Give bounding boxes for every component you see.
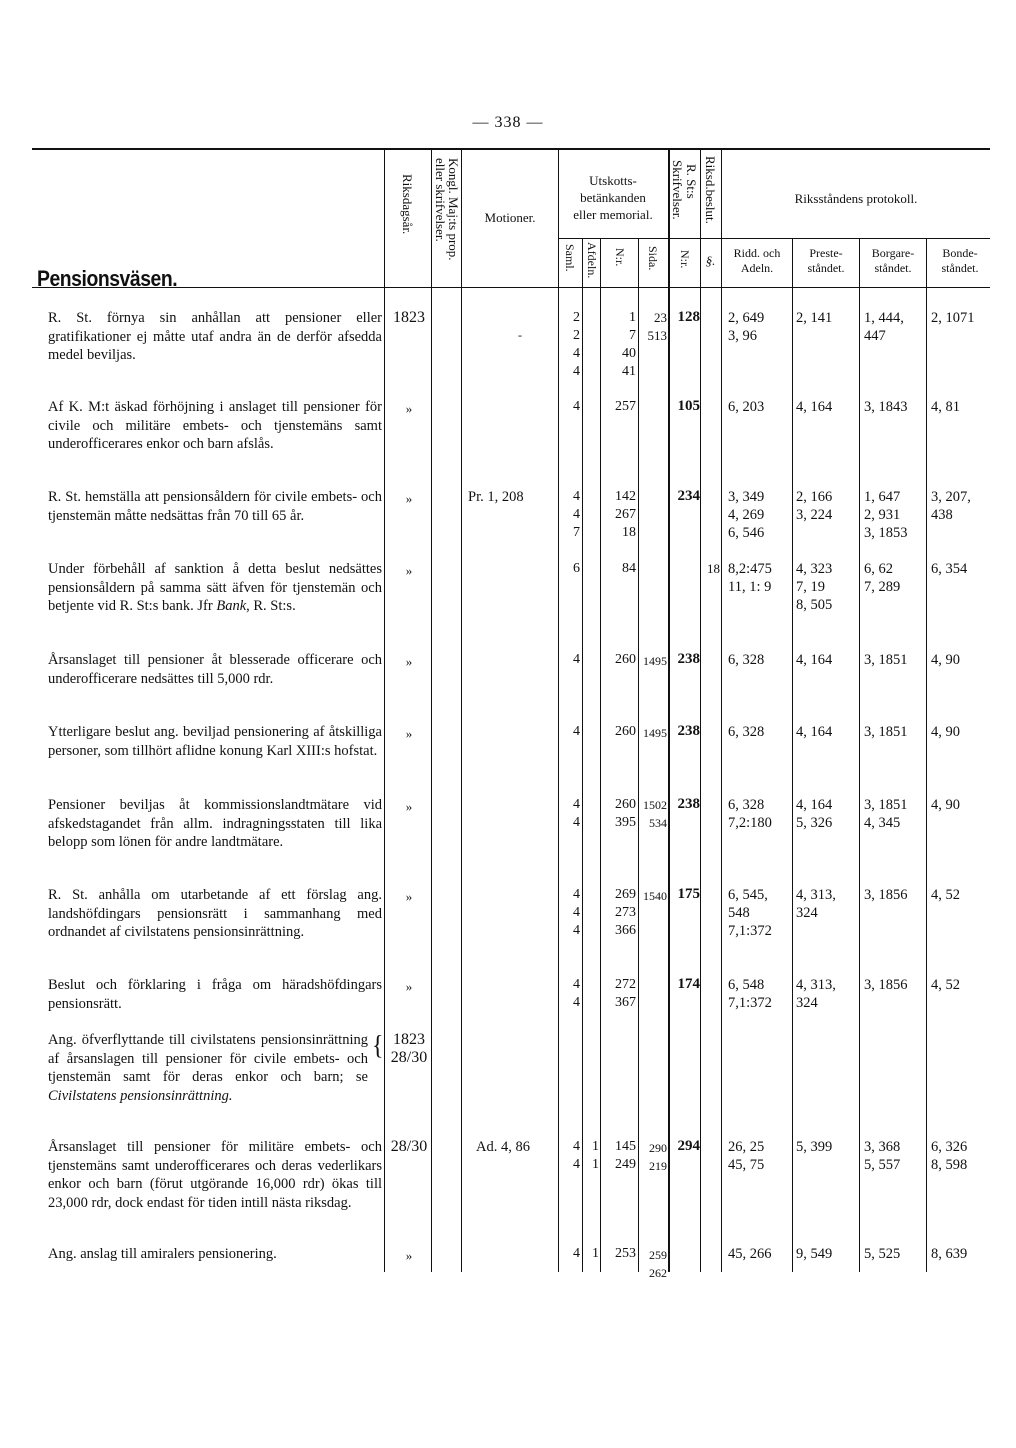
row-0-motion: - xyxy=(518,328,522,342)
col-rule-5 xyxy=(582,238,583,1272)
row-3-borg: 6, 62 7, 289 xyxy=(864,561,901,595)
row-5-ridd: 6, 328 xyxy=(728,724,765,740)
header-utskotts-3: eller memorial. xyxy=(573,207,653,222)
header-utskotts-1: Utskotts- xyxy=(589,173,637,188)
row-5-bonde: 4, 90 xyxy=(931,724,960,740)
row-5-saml: 4 xyxy=(573,724,580,739)
row-6-ridd: 6, 328 7,2:180 xyxy=(728,797,772,831)
row-8-borg: 3, 1856 xyxy=(864,977,908,993)
header-utskotts-2: betänkanden xyxy=(580,190,646,205)
header-nr: N:r. xyxy=(613,248,627,267)
row-3-nr: 84 xyxy=(622,561,636,576)
row-6-borg: 3, 1851 4, 345 xyxy=(864,797,908,831)
row-5-desc: Ytterligare beslut ang. beviljad pensionering af åtskilliga personer, som tillhört aflidne konung Karl XIII:s hofstat. xyxy=(48,724,382,759)
row-1-saml: 4 xyxy=(573,399,580,414)
row-11-sida: 259 262 xyxy=(649,1248,667,1280)
header-rst-nr: N:r. xyxy=(678,250,692,269)
col-rule-4 xyxy=(558,150,559,1272)
row-6-prest: 4, 164 5, 326 xyxy=(796,797,833,831)
row-5-rst: 238 xyxy=(677,723,700,739)
row-9-desc-ref[interactable]: Civilstatens pensionsinrättning. xyxy=(48,1087,233,1104)
row-0-rst: 128 xyxy=(677,309,700,325)
row-0-prest: 2, 141 xyxy=(796,310,833,326)
row-10-afd: 1 1 xyxy=(592,1139,599,1172)
row-4-ridd: 6, 328 xyxy=(728,652,765,668)
row-0-year: 1823 xyxy=(393,309,425,326)
row-11-bonde: 8, 639 xyxy=(931,1246,968,1262)
row-2-prest: 2, 166 3, 224 xyxy=(796,489,833,523)
row-8-prest: 4, 313, 324 xyxy=(796,977,836,1011)
row-8-saml: 4 4 xyxy=(573,977,580,1010)
row-3-bonde: 6, 354 xyxy=(931,561,968,577)
col-rule-3 xyxy=(461,150,462,1272)
row-11-year: » xyxy=(405,1248,413,1263)
row-6-year: » xyxy=(405,799,413,814)
header-ridd: Ridd. och Adeln. xyxy=(733,246,781,275)
col-rule-13 xyxy=(926,238,927,1272)
row-7-year: » xyxy=(405,889,413,904)
header-bonde: Bonde-ståndet. xyxy=(941,246,979,275)
col-rule-7 xyxy=(638,238,639,1272)
row-2-nr: 142 267 18 xyxy=(615,489,636,540)
header-rst-2: Skrifvelser. xyxy=(670,160,685,220)
row-0-desc: R. St. förnya sin anhållan att pensioner eller gratifikationer ej måtte utaf andra än de derför afsedda medel beviljas. xyxy=(48,310,382,363)
row-2-year: » xyxy=(405,491,413,506)
col-rule-11 xyxy=(792,238,793,1272)
row-4-desc: Årsanslaget till pensioner åt blesserade officerare och underofficerare nedsättes till 5,000 rdr. xyxy=(48,652,382,687)
row-4-sida: 1495 xyxy=(643,654,667,668)
row-1-year: » xyxy=(405,401,413,416)
row-6-bonde: 4, 90 xyxy=(931,797,960,813)
row-4-prest: 4, 164 xyxy=(796,652,833,668)
header-sida: Sida. xyxy=(646,246,660,271)
header-paragraph: §. xyxy=(705,253,716,268)
row-4-year: » xyxy=(405,654,413,669)
header-saml: Saml. xyxy=(563,244,577,272)
row-3-ridd: 8,2:475 11, 1: 9 xyxy=(728,561,772,595)
row-11-ridd: 45, 266 xyxy=(728,1246,772,1262)
row-5-borg: 3, 1851 xyxy=(864,724,908,740)
row-5-prest: 4, 164 xyxy=(796,724,833,740)
row-10-desc: Årsanslaget till pensioner för militäre embets- och tjenstemäns samt underofficerares och deras vederlikars enkor och barn (förut utgörande 16,000 rdr) ökas till 23,000 rdr, dock endast för tiden intill nästa riksdag. xyxy=(48,1139,382,1211)
row-2-ridd: 3, 349 4, 269 6, 546 xyxy=(728,489,765,541)
header-rst-1: R. St:s xyxy=(684,164,699,199)
row-8-desc: Beslut och förklaring i fråga om häradshöfdingars pensionsrätt. xyxy=(48,977,382,1012)
header-kongl-2: eller skrifvelser. xyxy=(433,158,448,242)
row-11-saml: 4 xyxy=(573,1246,580,1261)
col-rule-12 xyxy=(859,238,860,1272)
section-title: Pensionsväsen. xyxy=(37,266,178,291)
row-0-nr: 1 7 40 41 xyxy=(622,310,636,379)
row-10-borg: 3, 368 5, 557 xyxy=(864,1139,901,1173)
row-1-ridd: 6, 203 xyxy=(728,399,765,415)
top-rule xyxy=(32,148,990,150)
row-2-saml: 4 4 7 xyxy=(573,489,580,540)
row-9-desc xyxy=(48,1031,368,1105)
row-11-nr: 253 xyxy=(615,1246,636,1261)
row-9-year: 1823 28/30 xyxy=(390,1031,428,1066)
row-0-bonde: 2, 1071 xyxy=(931,310,975,326)
header-prest: Preste-ståndet. xyxy=(807,246,845,275)
row-7-desc: R. St. anhålla om utarbetande af ett förslag ang. landshöfdingars pensionsrätt i sammanhang med ordnandet af civilstatens pensionsinrättning. xyxy=(48,887,382,940)
col-rule-6 xyxy=(600,238,601,1272)
row-3-desc: Under förbehåll af sanktion å detta beslut nedsättes pensionsåldern på samma sätt äfven för tjenstemän och betjente vid R. St:s bank. Jfr Bank, R. St:s. xyxy=(48,561,382,614)
row-4-bonde: 4, 90 xyxy=(931,652,960,668)
row-6-desc: Pensioner beviljas åt kommissionslandtmätare vid afskedstagandet från allm. indragningsstaten till lika belopp som lönen för andre landtmätare. xyxy=(48,797,382,850)
row-8-year: » xyxy=(405,979,413,994)
header-motioner: Motioner. xyxy=(484,210,536,225)
row-7-rst: 175 xyxy=(677,886,700,902)
row-7-prest: 4, 313, 324 xyxy=(796,887,836,921)
row-5-nr: 260 xyxy=(615,724,636,739)
row-2-desc: R. St. hemställa att pensionsåldern för civile embets- och tjenstemän måtte nedsättas från 70 till 65 år. xyxy=(48,489,382,524)
row-1-nr: 257 xyxy=(615,399,636,414)
row-5-year: » xyxy=(405,726,413,741)
row-5-sida: 1495 xyxy=(643,726,667,740)
row-11-desc: Ang. anslag till amiralers pensionering. xyxy=(48,1246,277,1262)
row-2-borg: 1, 647 2, 931 3, 1853 xyxy=(864,489,908,541)
row-6-nr: 260 395 xyxy=(615,797,636,830)
row-7-bonde: 4, 52 xyxy=(931,887,960,903)
row-2-rst: 234 xyxy=(677,488,700,504)
header-kongl-1: Kongl. Maj:ts prop. xyxy=(446,158,461,261)
row-7-ridd: 6, 545, 548 7,1:372 xyxy=(728,887,772,939)
row-4-nr: 260 xyxy=(615,652,636,667)
row-6-rst: 238 xyxy=(677,796,700,812)
row-0-sida: 23 513 xyxy=(647,310,667,343)
row-0-borg: 1, 444, 447 xyxy=(864,310,904,344)
row-1-desc: Af K. M:t äskad förhöjning i anslaget till pensioner för civile och militäre embets- och tjenstemäns samt underofficerares enkor och barn afslås. xyxy=(48,399,382,452)
row-10-sida: 290 219 xyxy=(649,1141,667,1173)
row-0-ridd: 2, 649 3, 96 xyxy=(728,310,765,344)
row-8-nr: 272 367 xyxy=(615,977,636,1010)
col-rule-10 xyxy=(721,150,722,1272)
row-7-nr: 269 273 366 xyxy=(615,887,636,938)
row-10-bonde: 6, 326 8, 598 xyxy=(931,1139,968,1173)
row-1-bonde: 4, 81 xyxy=(931,399,960,415)
row-4-rst: 238 xyxy=(677,651,700,667)
row-10-prest: 5, 399 xyxy=(796,1139,833,1155)
row-3-year: » xyxy=(405,563,413,578)
row-4-borg: 3, 1851 xyxy=(864,652,908,668)
row-9-desc-main: Ang. öfverflyttande till civilstatens pensionsinrättning af årsanslagen till pensioner för civile embets- och tjenstemän samt för deras enkor och barn; se xyxy=(48,1032,368,1085)
row-1-prest: 4, 164 xyxy=(796,399,833,415)
row-7-borg: 3, 1856 xyxy=(864,887,908,903)
header-riksdagsar: Riksdagsår. xyxy=(400,174,415,235)
row-8-ridd: 6, 548 7,1:372 xyxy=(728,977,772,1011)
row-3-par: 18 xyxy=(707,561,720,576)
header-borg: Borgare-ståndet. xyxy=(871,246,915,275)
row-6-sida: 1502 534 xyxy=(643,798,667,830)
row-9-brace: { xyxy=(372,1031,384,1061)
row-1-rst: 105 xyxy=(677,398,700,414)
row-10-year: 28/30 xyxy=(390,1138,428,1155)
row-2-bonde: 3, 207, 438 xyxy=(931,489,971,523)
row-11-afd: 1 xyxy=(592,1246,599,1261)
row-10-saml: 4 4 xyxy=(573,1139,580,1172)
row-10-ridd: 26, 25 45, 75 xyxy=(728,1139,765,1173)
row-10-nr: 145 249 xyxy=(615,1139,636,1172)
row-10-motion: Ad. 4, 86 xyxy=(476,1139,530,1155)
row-11-borg: 5, 525 xyxy=(864,1246,901,1262)
row-1-borg: 3, 1843 xyxy=(864,399,908,415)
row-10-rst: 294 xyxy=(677,1138,700,1154)
header-afdeln: Afdeln. xyxy=(585,242,599,279)
row-7-saml: 4 4 4 xyxy=(573,887,580,938)
row-3-saml: 6 xyxy=(573,561,580,576)
row-7-sida: 1540 xyxy=(643,889,667,903)
row-4-saml: 4 xyxy=(573,652,580,667)
bank-ref-link[interactable]: Bank xyxy=(216,598,247,614)
row-8-rst: 174 xyxy=(677,976,700,992)
col-rule-9 xyxy=(700,150,701,1272)
row-11-prest: 9, 549 xyxy=(796,1246,833,1262)
row-8-bonde: 4, 52 xyxy=(931,977,960,993)
row-0-saml: 2 2 4 4 xyxy=(573,310,580,379)
row-6-saml: 4 4 xyxy=(573,797,580,830)
row-2-motion: Pr. 1, 208 xyxy=(468,489,524,505)
page-number: — 338 — xyxy=(472,114,544,131)
row-3-prest: 4, 323 7, 19 8, 505 xyxy=(796,561,833,613)
header-protokoll: Riksståndens protokoll. xyxy=(794,191,918,206)
header-riksd-beslut: Riksd.beslut. xyxy=(703,156,718,224)
